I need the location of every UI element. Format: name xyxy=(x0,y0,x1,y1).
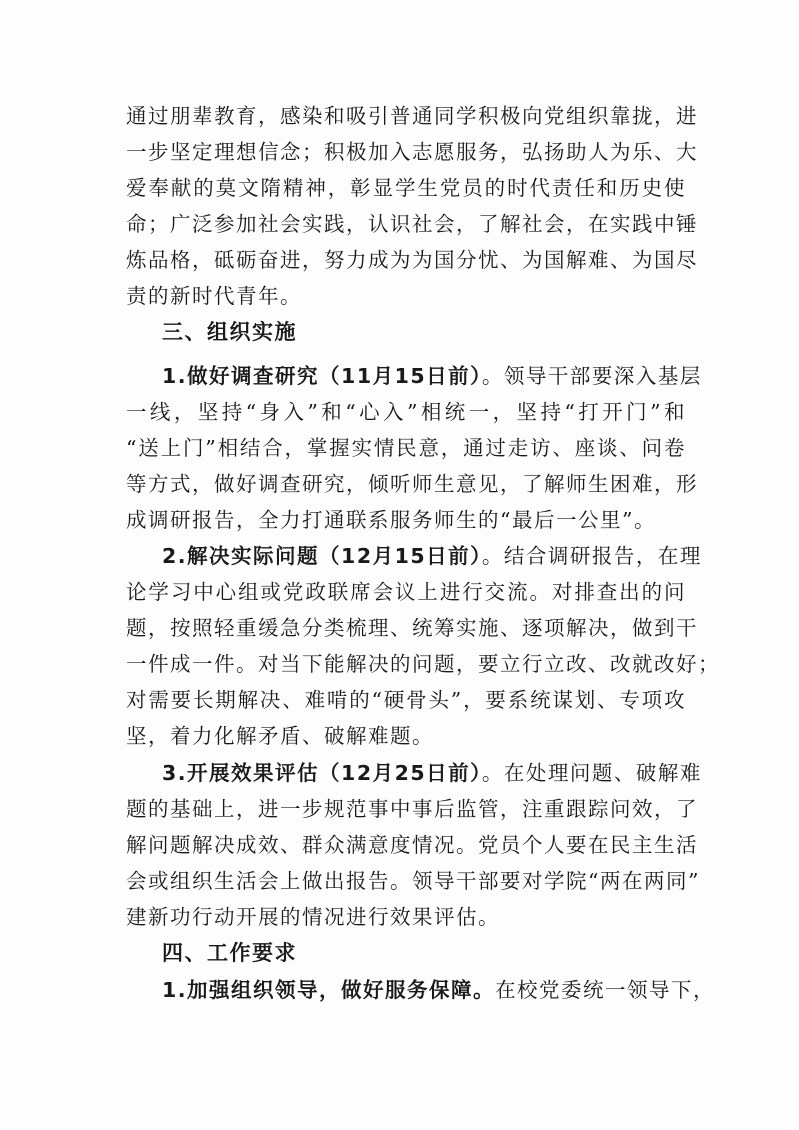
paragraph-line: 会或组织生活会上做出报告。领导干部要对学院“两在两同” xyxy=(126,869,700,893)
paragraph-line: 一件成一件。对当下能解决的问题，要立行立改、改就改好； xyxy=(126,652,720,676)
paragraph-line: 爱奉献的莫文隋精神，彰显学生党员的时代责任和历史使 xyxy=(126,176,686,200)
paragraph-line: 建新功行动开展的情况进行效果评估。 xyxy=(126,905,500,929)
item-title: 1.加强组织领导，做好服务保障。 xyxy=(162,978,496,1002)
item-first-line xyxy=(126,538,702,574)
paragraph-line: 责的新时代青年。 xyxy=(126,284,302,308)
item-first-rest: 在校党委统一领导下， xyxy=(495,978,716,1002)
paragraph-line: 成调研报告，全力打通联系服务师生的“最后一公里”。 xyxy=(126,508,656,532)
section3-item1 xyxy=(126,358,702,538)
paragraph-line: 等方式，做好调查研究，倾听师生意见，了解师生困难，形 xyxy=(126,472,698,496)
item-title: 1.做好调查研究（11月15日前） xyxy=(162,364,482,388)
paragraph-line: 一线，坚持“身入”和“心入”相统一，坚持“打开门”和 xyxy=(126,400,686,424)
item-first-rest: 。在处理问题、破解难 xyxy=(481,761,702,785)
item-first-rest: 。结合调研报告，在理 xyxy=(481,544,702,568)
item-first-rest: 。领导干部要深入基层 xyxy=(481,364,702,388)
paragraph-line: 解问题解决成效、群众满意度情况。党员个人要在民主生活 xyxy=(126,833,698,857)
paragraph-line: 通过朋辈教育，感染和吸引普通同学积极向党组织靠拢，进 xyxy=(126,104,698,128)
item-first-line xyxy=(126,755,702,791)
section4-item1 xyxy=(126,972,716,1008)
paragraph-line: 题的基础上，进一步规范事中事后监管，注重跟踪问效，了 xyxy=(126,797,698,821)
intro-paragraph xyxy=(126,98,698,314)
paragraph-line: 炼品格，砥砺奋进，努力成为为国分忧、为国解难、为国尽 xyxy=(126,248,698,272)
paragraph-line: 坚，着力化解矛盾、破解难题。 xyxy=(126,724,434,748)
item-title: 2.解决实际问题（12月15日前） xyxy=(162,544,482,568)
section-heading-3: 三、组织实施 xyxy=(162,320,297,344)
paragraph-line: 一步坚定理想信念；积极加入志愿服务，弘扬助人为乐、大 xyxy=(126,140,698,164)
paragraph-line: 命；广泛参加社会实践，认识社会，了解社会，在实践中锤 xyxy=(126,212,698,236)
section3-item3 xyxy=(126,755,702,935)
item-first-line xyxy=(126,972,716,1008)
paragraph-line: “送上门”相结合，掌握实情民意，通过走访、座谈、问卷 xyxy=(126,436,686,460)
paragraph-line: 论学习中心组或党政联席会议上进行交流。对排查出的问 xyxy=(126,580,686,604)
item-title: 3.开展效果评估（12月25日前） xyxy=(162,761,482,785)
item-first-line xyxy=(126,358,702,394)
section-heading-4: 四、工作要求 xyxy=(162,941,297,965)
paragraph-line: 对需要长期解决、难啃的“硬骨头”，要系统谋划、专项攻 xyxy=(126,688,686,712)
paragraph-line: 题，按照轻重缓急分类梳理、统筹实施、逐项解决，做到干 xyxy=(126,616,698,640)
section3-item2 xyxy=(126,538,720,754)
